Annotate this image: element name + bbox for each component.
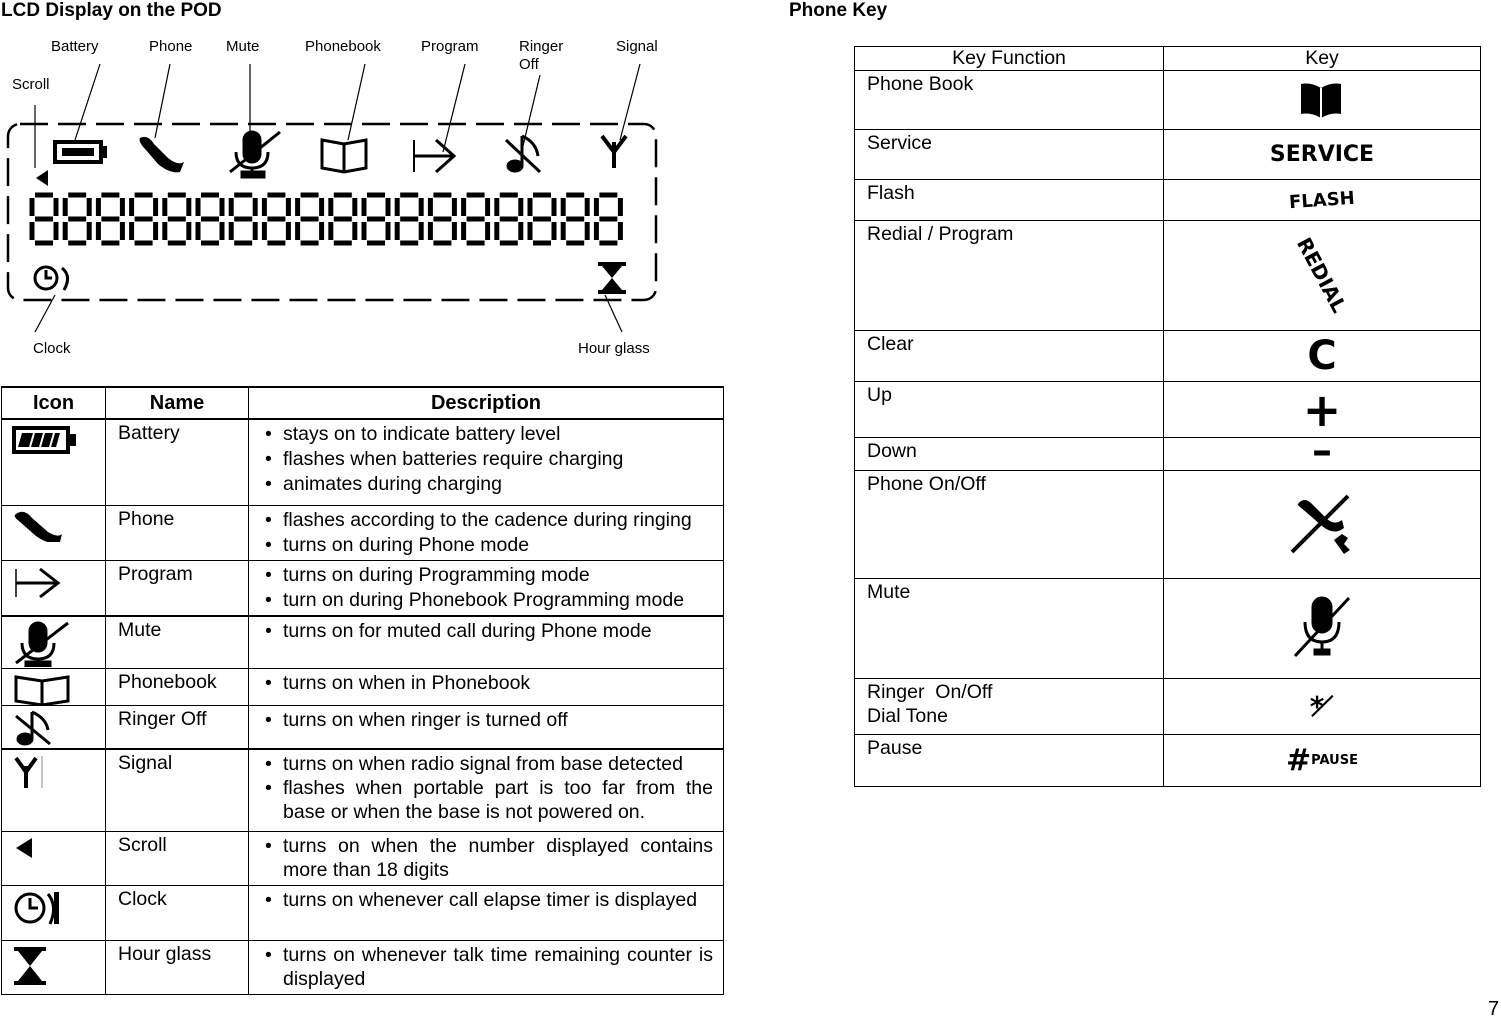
row-desc: • flashes when batteries require charging [265, 447, 713, 472]
lcd-mute-icon [230, 132, 280, 177]
leader-lines [35, 64, 640, 332]
table-row [855, 382, 1481, 438]
icon-table [1, 386, 724, 995]
ringer-dial-tone-key-label: * ̸ [1309, 690, 1335, 723]
label-signal: Signal [616, 38, 658, 55]
mute-key-icon [1287, 592, 1357, 666]
table-row [2, 706, 724, 750]
row-name: Phone [106, 505, 249, 560]
key-function: Up [855, 382, 1164, 438]
row-name: Scroll [106, 831, 249, 885]
row-name: Hour glass [106, 940, 249, 994]
row-name: Mute [106, 616, 249, 669]
row-desc: • turns on when in Phonebook [265, 671, 713, 696]
lcd-section-title: LCD Display on the POD [1, 0, 222, 21]
scroll-icon [12, 834, 52, 864]
table-row [855, 130, 1481, 180]
row-desc: • turns on for muted call during Phone mode [265, 619, 713, 644]
row-desc: • turns on during Programming mode [265, 563, 713, 588]
signal-icon [12, 752, 52, 792]
row-desc: • turns on when radio signal from base detected [265, 752, 713, 776]
clear-key-label: C [1307, 333, 1337, 379]
key-function: Phone Book [855, 71, 1164, 130]
key-table-header-function: Key Function [855, 47, 1164, 71]
table-row [2, 940, 724, 994]
table-row [855, 180, 1481, 221]
pause-key-label: PAUSE [1311, 753, 1358, 768]
table-row [2, 831, 724, 885]
phone-icon [12, 508, 68, 542]
lcd-battery-icon [55, 142, 107, 162]
phone-on-off-key-icon [1282, 490, 1362, 560]
row-desc: • turn on during Phonebook Programming mode [265, 588, 713, 613]
icon-table-header-icon: Icon [2, 387, 106, 419]
key-function: Redial / Program [855, 221, 1164, 331]
phone-key-table [854, 46, 1481, 787]
page-number: 7 [1488, 998, 1500, 1020]
lcd-phonebook-icon [322, 140, 366, 172]
lcd-diagram [0, 60, 680, 340]
row-name: Program [106, 560, 249, 616]
label-program: Program [421, 38, 479, 55]
pause-key-hash: # [1286, 743, 1312, 778]
label-scroll: Scroll [12, 76, 50, 93]
row-desc: • animates during charging [265, 472, 713, 497]
table-row [855, 331, 1481, 382]
row-desc: • stays on to indicate battery level [265, 422, 713, 447]
redial-key-label: REDIAL [1292, 233, 1352, 317]
label-ringer-off-2: Off [519, 56, 539, 73]
row-desc: • turns on whenever call elapse timer is displayed [265, 888, 713, 912]
key-table-header-key: Key [1164, 47, 1481, 71]
row-name: Ringer Off [106, 706, 249, 750]
key-function: Ringer On/Off [867, 681, 993, 703]
service-key-label: SERVICE [1269, 142, 1375, 167]
label-mute: Mute [226, 38, 260, 55]
key-function: Down [855, 438, 1164, 471]
battery-icon [12, 422, 78, 456]
key-function-secondary: Dial Tone [867, 705, 948, 727]
table-row [855, 71, 1481, 130]
row-name: Signal [106, 749, 249, 831]
phonebook-icon [12, 671, 72, 705]
hour-glass-icon [12, 943, 52, 987]
lcd-hour-glass-icon [598, 262, 626, 294]
icon-table-header-name: Name [106, 387, 249, 419]
lcd-clock-icon [35, 267, 68, 290]
up-key-label: + [1302, 382, 1342, 437]
table-row [2, 669, 724, 706]
ringer-off-icon [12, 708, 56, 748]
key-function: Mute [855, 579, 1164, 679]
table-row [855, 679, 1481, 735]
mute-icon [12, 619, 72, 667]
row-name: Clock [106, 885, 249, 940]
label-hour-glass: Hour glass [578, 340, 650, 357]
table-row [855, 735, 1481, 787]
row-desc: • turns on during Phone mode [265, 533, 713, 558]
table-row [855, 221, 1481, 331]
table-row [2, 616, 724, 669]
row-desc: • turns on when ringer is turned off [265, 708, 713, 733]
key-function: Service [855, 130, 1164, 180]
table-row [855, 471, 1481, 579]
lcd-digit-row [32, 195, 620, 243]
lcd-scroll-icon [36, 170, 48, 186]
phone-key-title: Phone Key [789, 0, 888, 21]
label-phonebook: Phonebook [305, 38, 381, 55]
lcd-signal-icon [602, 136, 626, 168]
table-row [2, 749, 724, 831]
label-battery: Battery [51, 38, 99, 55]
icon-table-header-description: Description [249, 387, 724, 419]
key-function: Phone On/Off [855, 471, 1164, 579]
table-row [2, 505, 724, 560]
row-name: Phonebook [106, 669, 249, 706]
clock-icon [12, 888, 68, 928]
phonebook-key-icon [1297, 80, 1347, 120]
lcd-phone-icon [140, 137, 184, 172]
program-icon [12, 563, 68, 603]
row-desc: • turns on when the number displayed contains more than 18 digits [265, 834, 713, 882]
row-desc: • flashes according to the cadence during ringing [265, 508, 713, 533]
row-name: Battery [106, 419, 249, 505]
table-row [2, 419, 724, 505]
key-function: Flash [855, 180, 1164, 221]
table-row [855, 579, 1481, 679]
lcd-ringer-off-icon [506, 136, 540, 172]
table-row [2, 560, 724, 616]
row-desc: • turns on whenever talk time remaining counter is displayed [265, 943, 713, 991]
flash-key-label: FLASH [1288, 187, 1356, 213]
table-row [855, 438, 1481, 471]
label-phone: Phone [149, 38, 193, 55]
label-ringer-off-1: Ringer [519, 38, 564, 55]
row-desc: • flashes when portable part is too far from the base or when the base is not powered on. [265, 776, 713, 824]
label-clock: Clock [33, 340, 71, 357]
down-key-label: – [1312, 428, 1332, 474]
key-function: Pause [855, 735, 1164, 787]
table-row [2, 885, 724, 940]
key-function: Clear [855, 331, 1164, 382]
lcd-program-icon [414, 140, 454, 172]
